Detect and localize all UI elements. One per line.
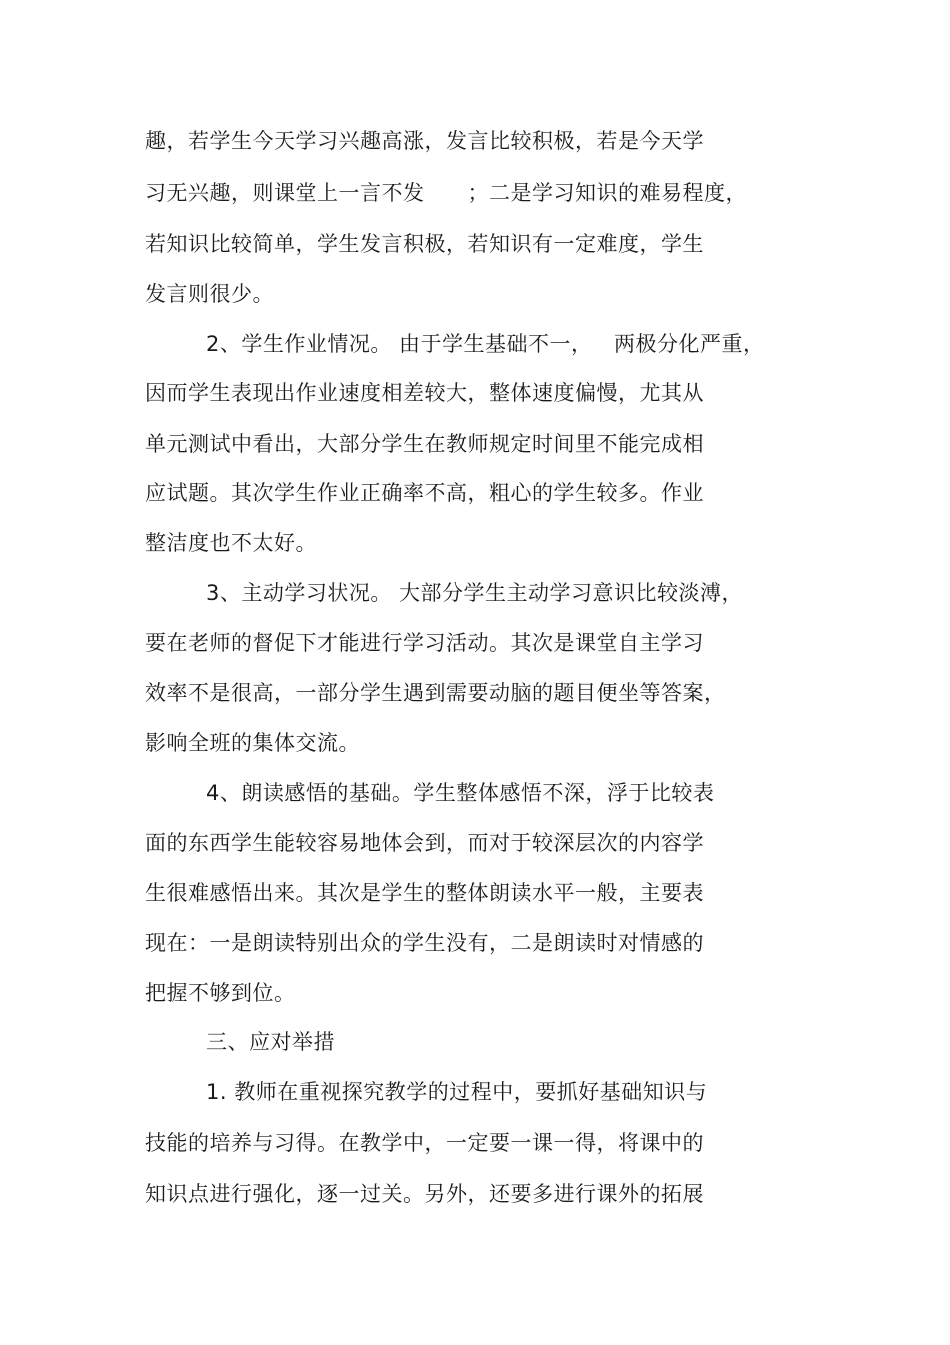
paragraph-3-heading-line: 3、主动学习状况。 大部分学生主动学习意识比较淡溥， [206,581,744,605]
measure-1-heading-line: 1. 教师在重视探究教学的过程中，要抓好基础知识与 [206,1080,708,1104]
text-line: 发言则很少。 [145,282,274,306]
paragraph-2-heading-line: 2、学生作业情况。 由于学生基础不一， 两极分化严重， [206,332,765,356]
text-line: 应试题。其次学生作业正确率不高，粗心的学生较多。作业 [145,481,704,505]
text-line: 趣，若学生今天学习兴趣高涨，发言比较积极，若是今天学 [145,129,704,153]
text-line: 生很难感悟出来。其次是学生的整体朗读水平一般，主要表 [145,881,704,905]
text-line: 面的东西学生能较容易地体会到，而对于较深层次的内容学 [145,831,704,855]
text-line: 现在：一是朗读特别出众的学生没有，二是朗读时对情感的 [145,931,704,955]
text-line: 影响全班的集体交流。 [145,731,360,755]
text-line: 把握不够到位。 [145,981,296,1005]
section-heading: 三、应对举措 [206,1030,335,1054]
text-line: 效率不是很高，一部分学生遇到需要动脑的题目便坐等答案， [145,681,726,705]
text-line: 整洁度也不太好。 [145,531,317,555]
text-line: 技能的培养与习得。在教学中，一定要一课一得，将课中的 [145,1131,704,1155]
paragraph-4-heading-line: 4、朗读感悟的基础。学生整体感悟不深，浮于比较表 [206,781,715,805]
text-line: 知识点进行强化，逐一过关。另外，还要多进行课外的拓展 [145,1182,704,1206]
text-line: 习无兴趣，则课堂上一言不发 ；二是学习知识的难易程度， [145,181,748,205]
text-line: 要在老师的督促下才能进行学习活动。其次是课堂自主学习 [145,631,704,655]
text-line: 因而学生表现出作业速度相差较大，整体速度偏慢，尤其从 [145,381,704,405]
text-line: 单元测试中看出，大部分学生在教师规定时间里不能完成相 [145,432,704,456]
text-line: 若知识比较简单，学生发言积极，若知识有一定难度，学生 [145,232,704,256]
